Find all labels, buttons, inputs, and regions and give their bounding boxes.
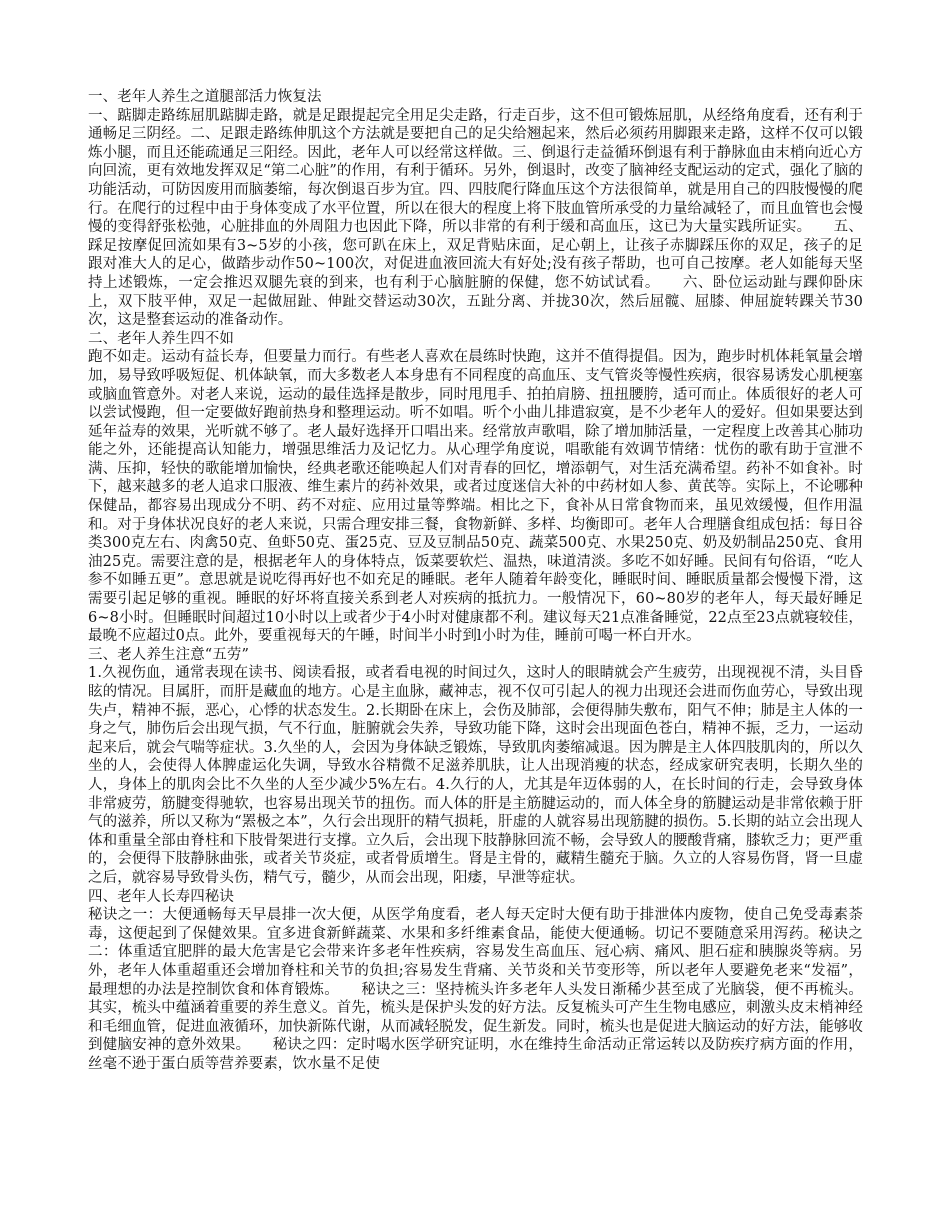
section-body-longevity-secrets: 秘诀之一：大便通畅每天早晨排一次大便，从医学角度看，老人每天定时大便有助于排泄体内废物，使自己免受毒素荼毒，这便起到了保健效果。宜多进食新鲜蔬菜、水果和多纤维素食品，能使大便通畅。切记不要随意采用泻药。秘诀之二：体重适宜肥胖的最大危害是它会带来许多老年性疾病，容易发生高血压、冠心病、痛风、胆石症和胰腺炎等病。另外，老年人体重超重还会增加脊柱和关节的负担;容易发生背痛、关节炎和关节变形等，所以老年人要避免老来“发福”，最理想的办法是控制饮食和体育锻炼。 秘诀之三：坚持梳头许多老年人头发日渐稀少甚至成了光脑袋，便不再梳头。其实，梳头中蕴涵着重要的养生意义。首先，梳头是保护头发的好方法。反复梳头可产生生物电感应，刺激头皮末梢神经和毛细血管，促进血液循环，加快新陈代谢，从而减轻脱发，促生新发。同时，梳头也是促进大脑运动的好方法，能够收到健脑安神的意外效果。 秘诀之四：定时喝水医学研究证明，水在维持生命活动正常运转以及防疾疗病方面的作用，丝毫不逊于蛋白质等营养要素，饮水量不足使 bbox=[88, 907, 863, 1072]
section-body-leg-vitality: 一、踮脚走路练屈肌踮脚走路，就是足跟提起完全用足尖走路，行走百步，这不但可锻炼屈肌，从经络角度看，还有利于通畅足三阴经。二、足跟走路练伸肌这个方法就是要把自己的足尖给翘起来，然后必须药用脚跟来走路，这样不仅可以锻炼小腿，而且还能疏通足三阳经。因此，老年人可以经常这样做。三、倒退行走益循环倒退有利于静脉血由末梢向近心方向回流，更有效地发挥双足“第二心脏”的作用，有利于循环。另外，倒退时，改变了脑神经支配运动的定式，强化了脑的功能活动，可防因废用而脑萎缩，每次倒退百步为宜。四、四肢爬行降血压这个方法很简单，就是用自己的四肢慢慢的爬行。在爬行的过程中由于身体变成了水平位置，所以在很大的程度上将下肢血管所承受的力量给减轻了，而且血管也会慢慢的变得舒张松弛，心脏排血的外周阻力也因此下降，所以非常的有利于缓和高血压，这已为大量实践所证实。 五、踩足按摩促回流如果有3~5岁的小孩，您可趴在床上，双足背贴床面，足心朝上，让孩子赤脚踩压你的双足，孩子的足跟对准大人的足心，做踏步动作50~100次，对促进血液回流大有好处;没有孩子帮助，也可自己按摩。老人如能每天坚持上述锻炼，一定会推迟双腿先衰的到来，也有利于心脑脏腑的保健，您不妨试试看。 六、卧位运动趾与踝仰卧床上，双下肢平伸，双足一起做屈趾、伸趾交替运动30次，五趾分离、并拢30次，然后屈髋、屈膝、伸屈旋转踝关节30次，这是整套运动的准备动作。 bbox=[88, 107, 863, 329]
section-heading-four-better: 二、老年人养生四不如 bbox=[88, 330, 234, 347]
document-page bbox=[88, 88, 863, 1073]
section-heading-five-strains: 三、老人养生注意“五劳” bbox=[88, 646, 250, 663]
section-heading-leg-vitality: 一、老年人养生之道腿部活力恢复法 bbox=[88, 89, 322, 105]
section-heading-longevity-secrets: 四、老年人长寿四秘诀 bbox=[88, 888, 234, 905]
section-body-five-strains: 1.久视伤血，通常表现在读书、阅读看报，或者看电视的时间过久，这时人的眼睛就会产生疲劳，出现视视不清，头目昏眩的情况。目属肝，而肝是藏血的地方。心是主血脉，藏神志，视不仅可引起人的视力出现还会进而伤血劳心，导致出现失卢，精神不振，恶心，心悸的状态发生。2.长期卧在床上，会伤及肺部，会便得肺失敷布，阳气不伸；肺是主人体的一身之气，肺伤后会出现气损，气不行血，脏腑就会失养，导致功能下降，这时会出现面色苍白，精神不振，乏力，一运动起来后，就会气喘等症状。3.久坐的人，会因为身体缺乏锻炼，导致肌肉萎缩减退。因为脾是主人体四肢肌肉的，所以久坐的人，会使得人体脾虚运化失调，导致水谷精微不足滋养肌肤，让人出现消瘦的状态，经成家研究表明，长期久坐的人，身体上的肌肉会比不久坐的人至少减少5%左右。4.久行的人，尤其是年迈体弱的人，在长时间的行走，会导致身体非常疲劳，筋腱变得驰软，也容易出现关节的扭伤。而人体的肝是主筋腱运动的，而人体全身的筋腱运动是非常依赖于肝气的滋养，所以又称为“罴极之本”，久行会出现肝的精气损耗，肝虚的人就容易出现筋腱的损伤。5.长期的站立会出现人体和重量全部由脊柱和下肢骨架进行支撑。立久后，会出现下肢静脉回流不畅，会导致人的腰酸背痛，膝软乏力；更严重的，会便得下肢静脉曲张，或者关节炎症，或者骨质增生。肾是主骨的，藏精生髓充于脑。久立的人容易伤肾，肾一旦虚之后，就容易导致骨头伤，精气亏，髓少，从而会出现，阳痿，早泄等症状。 bbox=[88, 665, 863, 886]
section-body-four-better: 跑不如走。运动有益长寿，但要量力而行。有些老人喜欢在晨练时快跑，这并不值得提倡。因为，跑步时机体耗氧量会增加，易导致呼吸短促、机体缺氧，而大多数老人本身患有不同程度的高血压、支气管炎等慢性疾病，很容易诱发心肌梗塞或脑血管意外。对老人来说，运动的最佳选择是散步，同时甩甩手、拍拍肩膀、扭扭腰胯，适可而止。体质很好的老人可以尝试慢跑，但一定要做好跑前热身和整理运动。听不如唱。听个小曲儿排遣寂寞，是不少老年人的爱好。但如果要达到延年益寿的效果，光听就不够了。老人最好选择开口唱出来。经常放声歌唱，除了增加肺活量，一定程度上改善其心肺功能之外，还能提高认知能力，增强思维活力及记忆力。从心理学角度说，唱歌能有效调节情绪：忧伤的歌有助于宣泄不满、压抑，轻快的歌能增加愉快，经典老歌还能唤起人们对青春的回忆，增添朝气，对生活充满希望。药补不如食补。时下，越来越多的老人追求口服液、维生素片的药补效果，或者过度迷信大补的中药材如人参、黄芪等。实际上，不论哪种保健品，都容易出现成分不明、药不对症、应用过量等弊端。相比之下，食补从日常食物而来，虽见效缓慢，但作用温和。对于身体状况良好的老人来说，只需合理安排三餐，食物新鲜、多样、均衡即可。老年人合理膳食组成包括：每日谷类300克左右、肉禽50克、鱼虾50克、蛋25克、豆及豆制品50克、蔬菜500克、水果250克、奶及奶制品250克、食用油25克。需要注意的是，根据老年人的身体特点，饭菜要软烂、温热，味道清淡。多吃不如好睡。民间有句俗语，“吃人参不如睡五更”。意思就是说吃得再好也不如充足的睡眠。老年人随着年龄变化，睡眠时间、睡眠质量都会慢慢下滑，这需要引起足够的重视。睡眠的好坏将直接关系到老人对疾病的抵抗力。一般情况下，60~80岁的老年人，每天最好睡足6~8小时。但睡眠时间超过10小时以上或者少于4小时对健康都不利。建议每天21点准备睡觉，22点至23点就寝较佳，最晚不应超过0点。此外，要重视每天的午睡，时间半小时到l小时为佳，睡前可喝一杯白开水。 bbox=[88, 349, 863, 645]
